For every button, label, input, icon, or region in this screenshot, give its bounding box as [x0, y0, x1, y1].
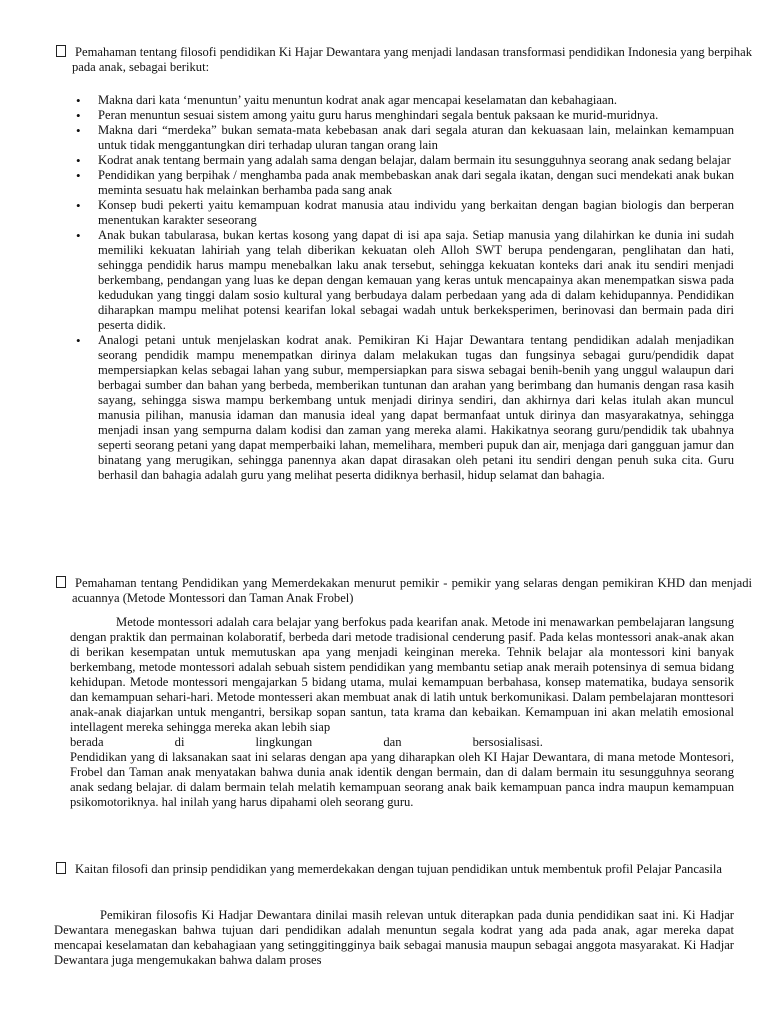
square-bullet-icon: [56, 45, 66, 57]
section3-heading-text: Kaitan filosofi dan prinsip pendidikan yang memerdekakan dengan tujuan pendidikan untuk membentuk profil Pelajar Pancasila: [75, 862, 723, 876]
section1-heading: [54, 45, 752, 75]
list-item: • Kodrat anak tentang bermain yang adalah sama dengan belajar, dalam bermain itu sesungguhnya seorang anak sedang belajar: [98, 153, 734, 168]
list-item: • Makna dari kata ‘menuntun’ yaitu menuntun kodrat anak agar mencapai keselamatan dan kebahagiaan.: [98, 93, 734, 108]
square-bullet-icon: [56, 862, 66, 874]
section1-heading-text: Pemahaman tentang filosofi pendidikan Ki Hajar Dewantara yang menjadi landasan transformasi pendidikan Indonesia yang berpihak pada anak, sebagai berikut:: [72, 45, 752, 74]
square-bullet-icon: [56, 576, 66, 588]
list-item: • Anak bukan tabularasa, bukan kertas kosong yang dapat di isi apa saja. Setiap manusia yang dilahirkan ke dunia ini sudah memiliki kekuatan lahiriah yang telah diberikan kekuatan oleh Alloh SWT berupa pendengaran, penglihatan dan hati, sehingga pendidik harus mampu menebalkan laku anak tersebut, sehingga kekuatan konteks dari anak itu sendiri menjadi berkembang, pendangan yang luas ke depan dengan kemauan yang keras untuk mencapainya akan menempatkan siswa pada kedudukan yang tinggi dalam sosio kultural yang berbudaya dalam perbedaan yang ada di dalam kehidupannya. Pendidikan diharapkan mampu melihat potensi kearifan lokal sebagai wadah untuk berkeksperimen, berinovasi dan bermain pada diri peserta didik.: [98, 228, 734, 333]
section2-heading-text: Pemahaman tentang Pendidikan yang Memerdekakan menurut pemikir - pemikir yang selaras dengan pemikiran KHD dan menjadi acuannya (Metode Montessori dan Taman Anak Frobel): [72, 576, 752, 605]
list-item: • Analogi petani untuk menjelaskan kodrat anak. Pemikiran Ki Hajar Dewantara tentang pendidikan adalah menjadikan seorang pendidik mampu menempatkan dirinya dalam melakukan tugas dan fungsinya sebagai guru/pendidik dapat mempersiapkan kelas sebagai lahan yang subur, mempersiapkan para siswa sebagai benih-benih yang unggul walaupun dari berbagai sumber dan bahan yang berbeda, memberikan tuntunan dan arahan yang berimbang dan humanis dengan rasa kasih sayang, sehingga siswa mampu berkembang untuk menjadi dirinya sendiri, dan akhirnya dari kelas itulah akan muncul manusia pilihan, manusia idaman dan manusia ideal yang dapat bermanfaat untuk dirinya dan masyarakatnya, sehingga menjadi insan yang sempurna dalam kodisi dan zaman yang mereka alami. Hakikatnya seorang guru/pendidik tak ubahnya seperti seorang petani yang dapat memperbaiki lahan, memelihara, memberi pupuk dan air, menjaga dari gangguan jamur dan binatang yang merugikan, sehingga panennya akan dapat dirasakan oleh petani itu sendiri dengan penuh suka cita. Guru berhasil dan bahagia adalah guru yang melihat peserta didiknya berhasil, hidup selamat dan bahagia.: [98, 333, 734, 483]
list-item: • Makna dari “merdeka” bukan semata-mata kebebasan anak dari segala aturan dan kekuasaan lain, melainkan kemampuan untuk tidak menggantungkan diri terhadap uluran tangan orang lain: [98, 123, 734, 153]
section3-heading: [54, 862, 734, 877]
spread-word: dan: [383, 735, 402, 749]
spread-word: bersosialisasi.: [472, 735, 543, 749]
section1-bullet-list: [98, 93, 734, 483]
section2-heading: [54, 576, 752, 606]
section2-spread-line: [70, 735, 734, 750]
list-item: • Konsep budi pekerti yaitu kemampuan kodrat manusia atau individu yang berkaitan dengan bagian biologis dan berperan menentukan karakter seseorang: [98, 198, 734, 228]
spread-word: lingkungan: [255, 735, 313, 749]
section2-body: [70, 615, 734, 810]
section2-paragraph-second: Pendidikan yang di laksanakan saat ini selaras dengan apa yang diharapkan oleh KI Hajar Dewantara, di mana metode Montesori, Frobel dan Taman anak menyatakan bahwa dunia anak identik dengan bermain, dan di dalam bermain itu sesungguhnya seorang anak sedang belajar. di dalam bermain telah melatih kemampuan seorang anak baik kemampuan panca indra maupun kemampuan psikomotoriknya. hal inilah yang harus dipahami oleh seorang guru.: [70, 750, 734, 809]
spread-word: di: [174, 735, 185, 749]
list-item: • Peran menuntun sesuai sistem among yaitu guru harus menghindari segala bentuk paksaan ke murid-muridnya.: [98, 108, 734, 123]
section2-paragraph-main: Metode montessori adalah cara belajar yang berfokus pada kearifan anak. Metode ini menawarkan pembelajaran langsung dengan praktik dan permainan kolaboratif, berbeda dari metode tradisional cenderung pasif. Pada kelas montessori anak-anak akan di berikan kesempatan untuk memutuskan apa yang menjadi keinginan mereka. Tehnik belajar ala montessori kini banyak berkembang, metode montessori adalah sebuah sistem pendidikan yang membantu setiap anak meraih potensinya di semua bidang kehidupan. Metode montessori mengajarkan 5 bidang utama, mulai kemampuan berbahasa, konsep matematika, budaya sensorik dan kemampuan sehari-hari. Metode montesseri akan membuat anak di latih untuk berkomunikasi. Dalam pembelajaran monttesori anak-anak diajarkan untuk mengantri, bersikap sopan santun, tata krama dan kebaikan. Kemampuan ini akan melatih emosional intellagent mereka sehingga mereka akan lebih siap: [70, 615, 734, 734]
spread-word: berada: [70, 735, 104, 749]
list-item: • Pendidikan yang berpihak / menghamba pada anak membebaskan anak dari segala ikatan, dengan suci mendekati anak bukan meminta sesuatu hak melainkan berhamba pada sang anak: [98, 168, 734, 198]
section3-paragraph: Pemikiran filosofis Ki Hadjar Dewantara dinilai masih relevan untuk diterapkan pada dunia pendidikan saat ini. Ki Hadjar Dewantara menegaskan bahwa tujuan dari pendidikan adalah menuntun segala kodrat yang ada pada anak, agar mereka dapat mencapai keselamatan dan kebahagiaan yang setinggitingginya baik sebagai manusia maupun sebagai anggota masyarakat. Ki Hadjar Dewantara juga mengemukakan bahwa dalam proses: [54, 908, 734, 967]
